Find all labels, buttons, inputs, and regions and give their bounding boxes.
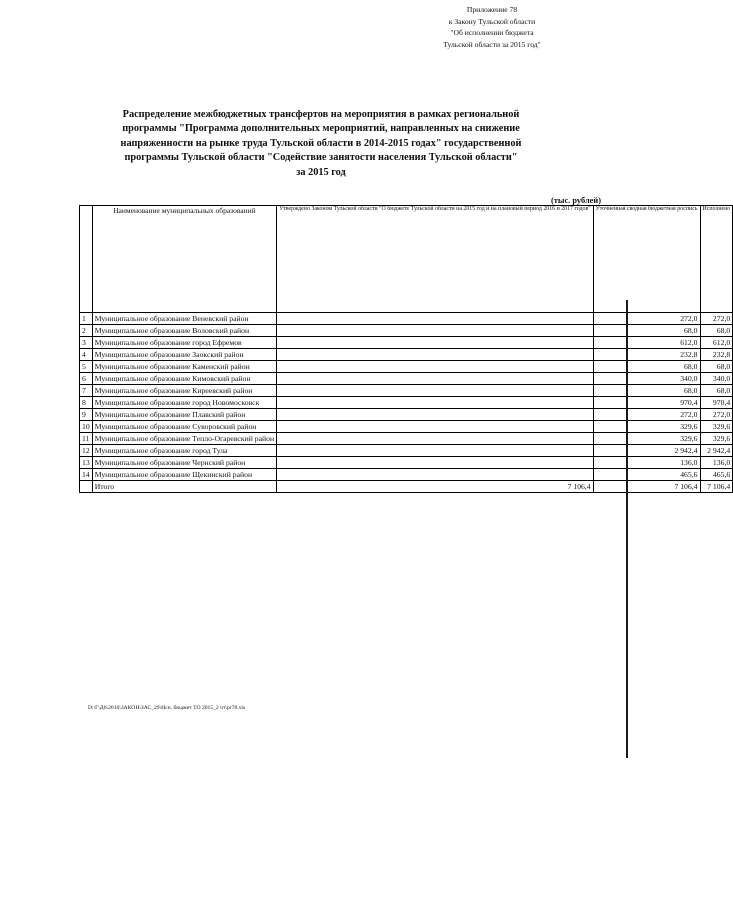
row-number: 11 [80,433,93,445]
approved-value [277,469,594,481]
approved-value [277,325,594,337]
approved-value [277,349,594,361]
revised-value: 2 942,4 [593,445,700,457]
total-revised: 7 106,4 [593,481,700,493]
title-line-5: за 2015 год [296,166,346,178]
revised-value: 272,0 [593,313,700,325]
revised-value: 970,4 [593,397,700,409]
table-row [80,409,733,421]
table-row [80,421,733,433]
total-row [80,481,733,493]
municipality-name: Муниципальное образование Щекинский район [92,469,276,481]
table-header-row [80,206,733,313]
row-number: 3 [80,337,93,349]
approved-value [277,313,594,325]
header-name: Наименование муниципальных образований [92,206,276,313]
revised-value: 232,8 [593,349,700,361]
executed-value: 68,0 [700,325,733,337]
revised-value: 68,0 [593,325,700,337]
revised-value: 136,0 [593,457,700,469]
header-approved: Утверждено Законом Тульской области "О бюджете Тульской области на 2015 год и на плановый период 2016 и 2017 годов" [277,206,594,313]
revised-value: 272,0 [593,409,700,421]
appendix-note [402,4,582,50]
executed-value: 272,0 [700,313,733,325]
appendix-line-1: Приложение 78 [466,5,518,14]
row-number: 2 [80,325,93,337]
header-revised: Уточненная сводная бюджетная роспись [593,206,700,313]
approved-value [277,421,594,433]
revised-value: 612,0 [593,337,700,349]
municipality-name: Муниципальное образование Суворовский район [92,421,276,433]
executed-value: 970,4 [700,397,733,409]
title-line-2: программы "Программа дополнительных мероприятий, направленных на снижение [122,123,520,135]
appendix-line-3: "Об исполнении бюджета [450,28,534,37]
appendix-line-4: Тульской области за 2015 год" [443,39,541,49]
title-line-1: Распределение межбюджетных трансфертов на мероприятия в рамках региональной [122,109,520,120]
approved-value [277,373,594,385]
municipality-name: Муниципальное образование Воловский район [92,325,276,337]
municipality-name: Муниципальное образование Плавский район [92,409,276,421]
approved-value [277,361,594,373]
scan-edge-line [626,300,628,758]
approved-value [277,433,594,445]
table-row [80,349,733,361]
table-row [80,457,733,469]
executed-value: 68,0 [700,385,733,397]
table-row [80,313,733,325]
approved-value [277,397,594,409]
title-line-3: напряженности на рынке труда Тульской области в 2014-2015 годах" государственной [120,137,522,149]
row-number: 5 [80,361,93,373]
table-row [80,337,733,349]
table-row [80,361,733,373]
table-row [80,433,733,445]
header-executed: Исполнено [700,206,733,313]
executed-value: 340,0 [700,373,733,385]
units-label: (тыс. рублей) [551,196,601,205]
executed-value: 329,6 [700,421,733,433]
total-approved: 7 106,4 [277,481,594,493]
table-row [80,385,733,397]
row-number: 4 [80,349,93,361]
total-label: Итого [92,481,276,493]
table-row [80,373,733,385]
municipality-name: Муниципальное образование город Ефремов [92,337,276,349]
approved-value [277,409,594,421]
approved-value [277,385,594,397]
revised-value: 329,6 [593,433,700,445]
row-number: 8 [80,397,93,409]
header-index [80,206,93,313]
executed-value: 329,6 [700,433,733,445]
executed-value: 136,0 [700,457,733,469]
approved-value [277,337,594,349]
revised-value: 329,6 [593,421,700,433]
revised-value: 68,0 [593,361,700,373]
approved-value [277,445,594,457]
municipality-name: Муниципальное образование Киреевский район [92,385,276,397]
revised-value: 340,0 [593,373,700,385]
executed-value: 272,0 [700,409,733,421]
row-number: 6 [80,373,93,385]
approved-value [277,457,594,469]
municipality-name: Муниципальное образование Чернский район [92,457,276,469]
row-number: 9 [80,409,93,421]
appendix-line-2: к Закону Тульской области [448,16,536,26]
revised-value: 465,6 [593,469,700,481]
executed-value: 2 942,4 [700,445,733,457]
row-number: 10 [80,421,93,433]
table-row [80,325,733,337]
total-executed: 7 106,4 [700,481,733,493]
executed-value: 232,8 [700,349,733,361]
municipality-name: Муниципальное образование Кимовский район [92,373,276,385]
row-number: 12 [80,445,93,457]
row-number: 13 [80,457,93,469]
revised-value: 68,0 [593,385,700,397]
transfers-table [79,205,733,493]
municipality-name: Муниципальное образование Тепло-Огаревский район [92,433,276,445]
executed-value: 612,0 [700,337,733,349]
table-row [80,397,733,409]
municipality-name: Муниципальное образование Заокский район [92,349,276,361]
row-number: 1 [80,313,93,325]
table-row [80,469,733,481]
municipality-name: Муниципальное образование город Новомосковск [92,397,276,409]
title-line-4: программы Тульской области "Содействие занятости населения Тульской области" [124,152,518,164]
municipality-name: Муниципальное образование город Тула [92,445,276,457]
total-number [80,481,93,493]
executed-value: 68,0 [700,361,733,373]
document-title [86,108,556,180]
municipality-name: Муниципальное образование Веневский район [92,313,276,325]
file-path-footer: D:\Г\Д6\2016\ЗАКОН\ЗАС_29\Исп. бюджет ТО 2015_2 чт\pr78.xls [88,705,246,711]
table-row [80,445,733,457]
municipality-name: Муниципальное образование Каменский район [92,361,276,373]
table-body [80,313,733,493]
executed-value: 465,6 [700,469,733,481]
row-number: 14 [80,469,93,481]
row-number: 7 [80,385,93,397]
